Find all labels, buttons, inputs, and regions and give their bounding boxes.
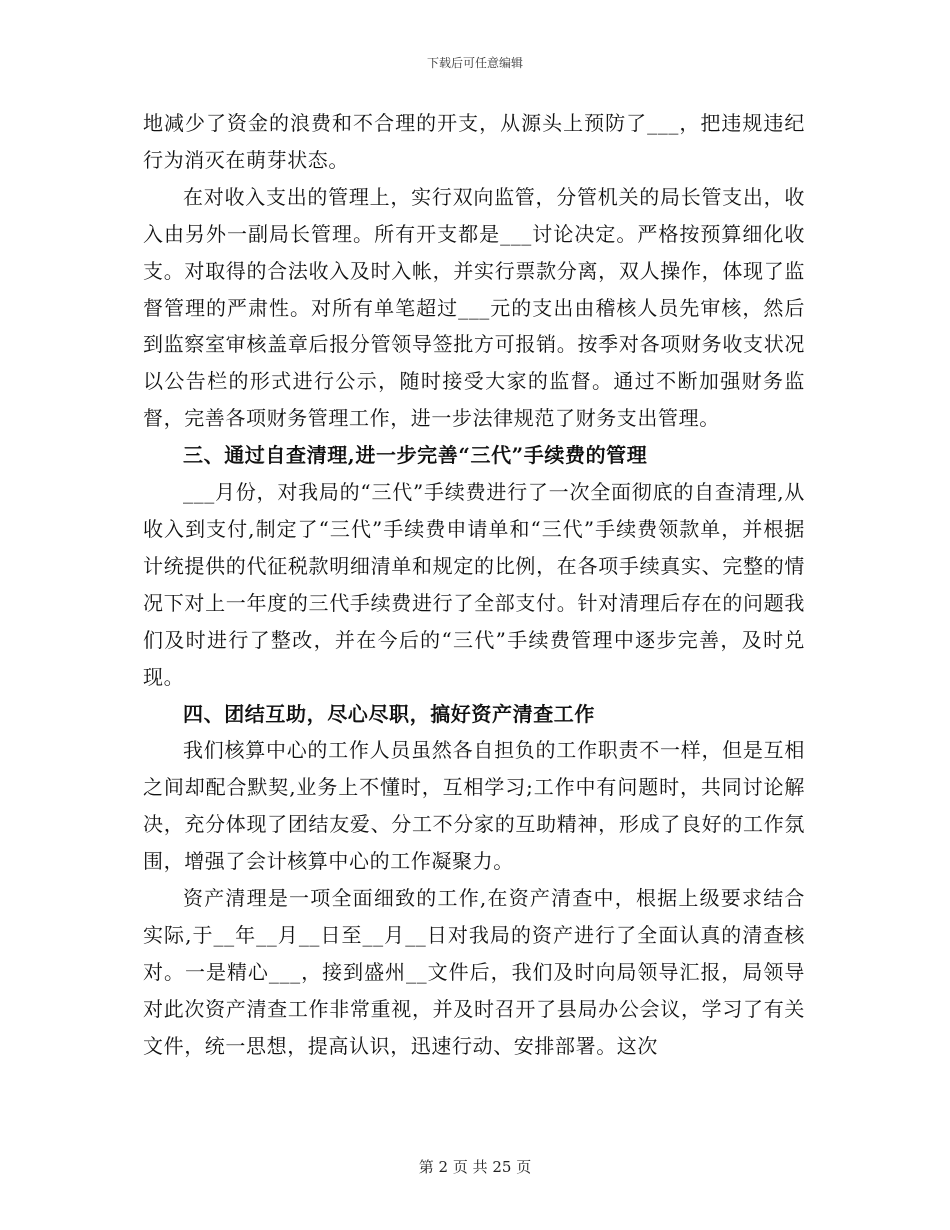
page-number-footer: 第 2 页 共 25 页: [418, 1158, 532, 1176]
document-body: [143, 105, 805, 1065]
paragraph-asset-check: 资产清理是一项全面细致的工作,在资产清查中，根据上级要求结合实际,于__年__月__日至__月__日对我局的资产进行了全面认真的清查核对。一是精心___，接到盛州__文件后，我们及时向局领导汇报，局领导对此次资产清查工作非常重视，并及时召开了县局办公会议，学习了有关文件，统一思想，提高认识，迅速行动、安排部署。这次: [143, 886, 805, 1058]
paragraph-income-expense: 在对收入支出的管理上，实行双向监管，分管机关的局长管支出，收入由另外一副局长管理。所有开支都是___讨论决定。严格按预算细化收支。对取得的合法收入及时入帐，并实行票款分离，双人操作，体现了监督管理的严肃性。对所有单笔超过___元的支出由稽核人员先审核，然后到监察室审核盖章后报分管领导签批方可报销。按季对各项财务收支状况以公告栏的形式进行公示，随时接受大家的监督。通过不断加强财务监督，完善各项财务管理工作，进一步法律规范了财务支出管理。: [143, 184, 805, 431]
paragraph-continuation: 地减少了资金的浪费和不合理的开支，从源头上预防了___，把违规违纪行为消灭在萌芽状态。: [143, 111, 805, 172]
paragraph-teamwork: 我们核算中心的工作人员虽然各自担负的工作职责不一样，但是互相之间却配合默契,业务上不懂时，互相学习;工作中有问题时，共同讨论解决，充分体现了团结友爱、分工不分家的互助精神，形成了良好的工作氛围，增强了会计核算中心的工作凝聚力。: [143, 738, 805, 874]
section-heading-three: 三、通过自查清理,进一步完善“三代”手续费的管理: [183, 443, 648, 468]
page-header: 下载后可任意编辑: [426, 56, 523, 70]
paragraph-fee-cleanup: ___月份，对我局的“三代”手续费进行了一次全面彻底的自查清理,从收入到支付,制定了“三代”手续费申请单和“三代”手续费领款单，并根据计统提供的代征税款明细清单和规定的比例，在各项手续真实、完整的情况下对上一年度的三代手续费进行了全部支付。针对清理后存在的问题我们及时进行了整改，并在今后的“三代”手续费管理中逐步完善，及时兑现。: [143, 480, 805, 689]
section-heading-four: 四、团结互助，尽心尽职，搞好资产清查工作: [183, 701, 595, 726]
